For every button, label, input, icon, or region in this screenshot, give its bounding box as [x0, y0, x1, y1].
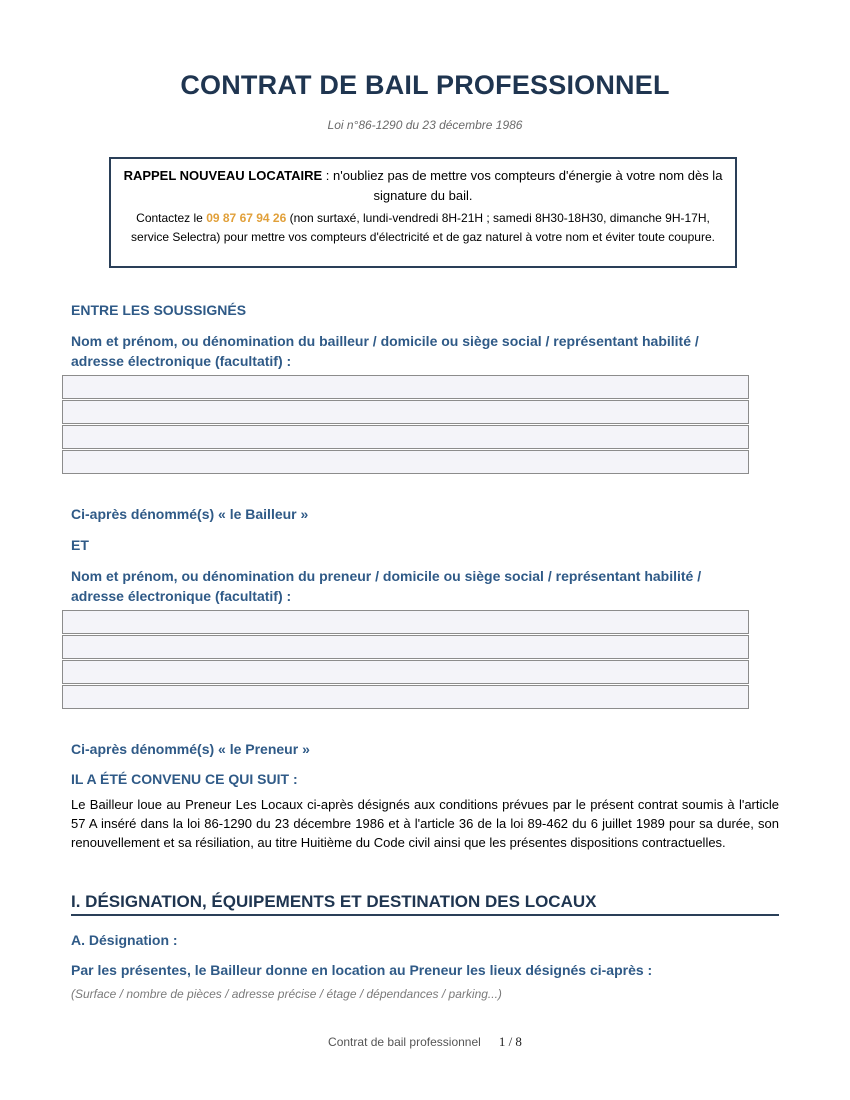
page-number: 1 / 8: [498, 1034, 522, 1049]
preneur-field-2[interactable]: [62, 635, 749, 659]
reminder-line: [121, 166, 725, 206]
contact-details: (non surtaxé, lundi-vendredi 8H-21H ; samedi 8H30-18H30, dimanche 9H-17H, service Selectra) pour mettre vos compteurs d'électricité et de gaz naturel à votre nom et éviter toute coupure.: [131, 211, 715, 244]
preneur-label: Nom et prénom, ou dénomination du preneur / domicile ou siège social / représentant habilité / adresse électronique (facultatif) :: [71, 568, 702, 604]
page-footer: [0, 1034, 850, 1050]
preneur-fields: [62, 610, 749, 710]
phone-number[interactable]: 09 87 67 94 26: [206, 211, 287, 225]
footer-doc-name: Contrat de bail professionnel: [328, 1035, 481, 1049]
convenu-paragraph: Le Bailleur loue au Preneur Les Locaux ci-après désignés aux conditions prévues par le présent contrat soumis à l'article 57 A inséré dans la loi 86-1290 du 23 décembre 1986 et à l'article 36 de la loi 89-462 du 6 juillet 1989 pour sa durée, son renouvellement et sa résiliation, au titre Huitième du Code civil ainsi que les présentes dispositions contractuelles.: [71, 797, 779, 850]
bailleur-field-3[interactable]: [62, 425, 749, 449]
preneur-field-3[interactable]: [62, 660, 749, 684]
contact-line: [121, 209, 725, 246]
contact-prefix: Contactez le: [136, 211, 207, 225]
et-connector: ET: [71, 537, 89, 553]
bailleur-field-1[interactable]: [62, 375, 749, 399]
designation-hint: (Surface / nombre de pièces / adresse précise / étage / dépendances / parking...): [71, 987, 502, 1001]
reminder-label: RAPPEL NOUVEAU LOCATAIRE: [123, 168, 323, 183]
preneur-field-4[interactable]: [62, 685, 749, 709]
preneur-field-1[interactable]: [62, 610, 749, 634]
section-a-heading: A. Désignation :: [71, 932, 178, 948]
bailleur-label: Nom et prénom, ou dénomination du bailleur / domicile ou siège social / représentant habilité / adresse électronique (facultatif) :: [71, 333, 699, 369]
reminder-text: : n'oubliez pas de mettre vos compteurs d'énergie à votre nom dès la signature du bail.: [322, 168, 723, 203]
law-reference: Loi n°86-1290 du 23 décembre 1986: [327, 118, 523, 132]
preneur-designation: Ci-après dénommé(s) « le Preneur »: [71, 741, 310, 757]
tenant-reminder-box: [109, 157, 737, 268]
bailleur-field-4[interactable]: [62, 450, 749, 474]
designation-intro: Par les présentes, le Bailleur donne en location au Preneur les lieux désignés ci-après :: [71, 962, 653, 978]
parties-heading: ENTRE LES SOUSSIGNÉS: [71, 302, 247, 318]
bailleur-field-2[interactable]: [62, 400, 749, 424]
convenu-heading: IL A ÉTÉ CONVENU CE QUI SUIT :: [71, 771, 298, 787]
bailleur-fields: [62, 375, 749, 475]
document-title: CONTRAT DE BAIL PROFESSIONNEL: [180, 70, 670, 100]
section-1-title: I. DÉSIGNATION, ÉQUIPEMENTS ET DESTINATION DES LOCAUX: [71, 892, 779, 916]
bailleur-designation: Ci-après dénommé(s) « le Bailleur »: [71, 506, 309, 522]
